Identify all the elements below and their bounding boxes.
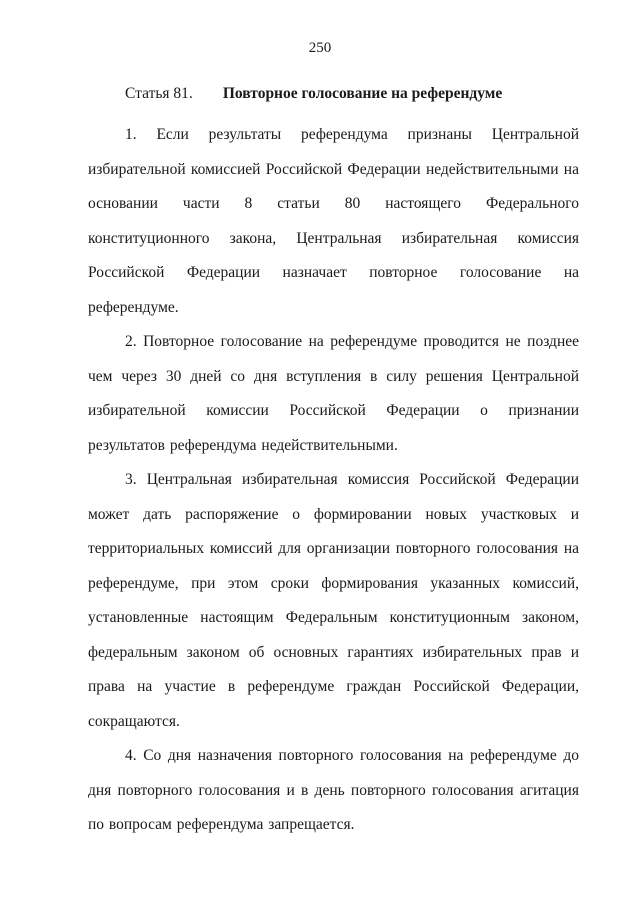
article-body bbox=[88, 118, 579, 843]
article-title: Повторное голосование на референдуме bbox=[222, 85, 503, 102]
paragraph-1: 1. Если результаты референдума признаны Центральной избирательной комиссией Российской Федерации недействительными на основании части 8 статьи 80 настоящего Федерального конституционного закона, Центральная избирательная комиссия Российской Федерации назначает повторное голосование на референдуме. bbox=[88, 126, 579, 316]
article-heading bbox=[125, 85, 502, 103]
paragraph-2: 2. Повторное голосование на референдуме проводится не позднее чем через 30 дней со дня вступления в силу решения Центральной избирательной комиссии Российской Федерации о признании результатов референдума недействительными. bbox=[88, 333, 579, 454]
page-number: 250 bbox=[308, 40, 332, 56]
paragraph-3: 3. Центральная избирательная комиссия Российской Федерации может дать распоряжение о формировании новых участковых и территориальных комиссий для организации повторного голосования на референдуме, при этом сроки формирования указанных комиссий, установленные настоящим Федеральным конституционным законом, федеральным законом об основных гарантиях избирательных прав и права на участие в референдуме граждан Российской Федерации, сокращаются. bbox=[88, 471, 579, 730]
paragraph-4: 4. Со дня назначения повторного голосования на референдуме до дня повторного голосования и в день повторного голосования агитация по вопросам референдума запрещается. bbox=[88, 747, 579, 833]
article-number: Статья 81. bbox=[125, 85, 193, 102]
